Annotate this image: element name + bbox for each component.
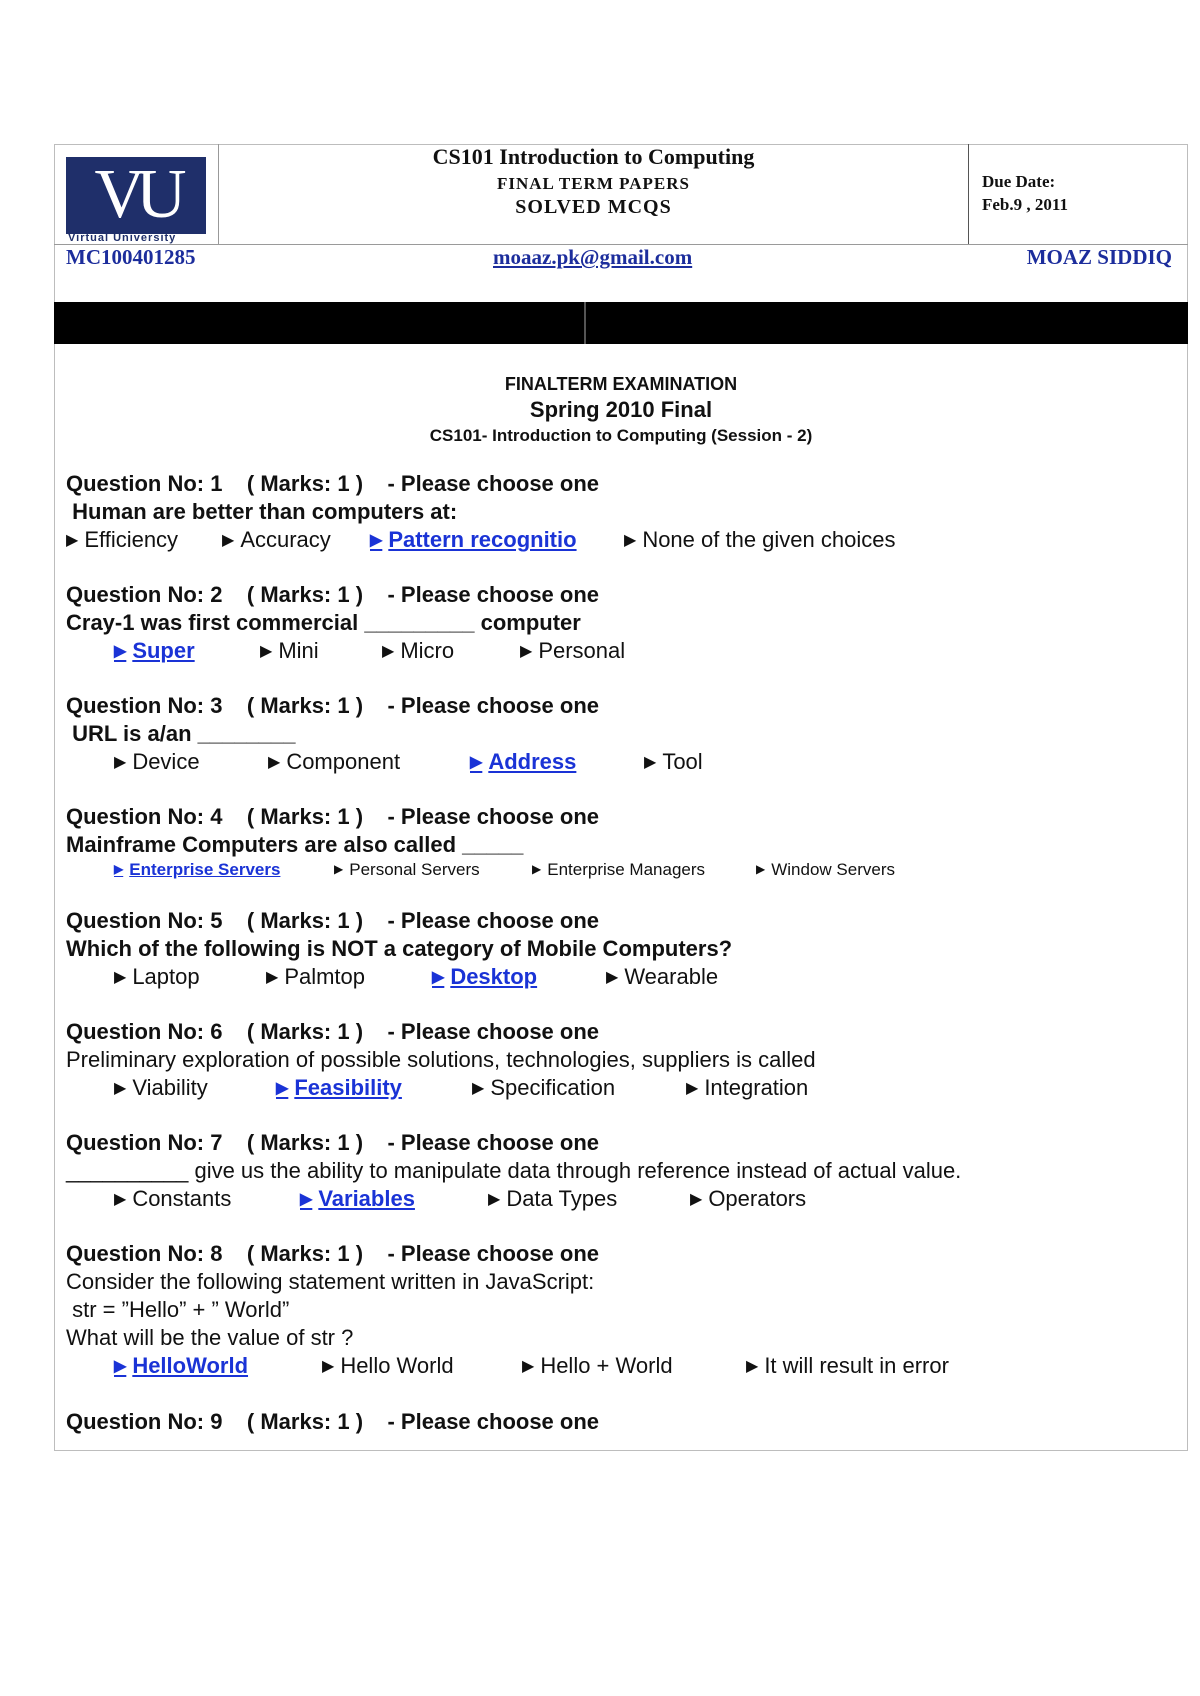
option-label: None of the given choices [642,527,896,552]
answer-option[interactable] [624,527,895,553]
correct-option[interactable] [432,964,537,990]
bullet-arrow-icon: ▶ [114,862,124,876]
question-text: __________ give us the ability to manipulate data through reference instead of actual value. [66,1158,962,1183]
question-text: Consider the following statement written in JavaScript: [66,1269,595,1294]
option-label: Window Servers [771,860,895,879]
correct-option[interactable] [276,1075,402,1101]
answer-option[interactable] [114,964,200,990]
question-2 [66,582,1176,666]
exam-heading: FINALTERM EXAMINATION [504,374,738,394]
bullet-arrow-icon: ▶ [260,643,273,660]
bullet-arrow-icon: ▶ [114,754,127,771]
question-8 [66,1241,1176,1381]
option-label: Palmtop [284,964,366,989]
bullet-arrow-icon: ▶ [276,1080,289,1097]
option-label: Specification [490,1075,616,1100]
correct-option[interactable] [114,638,195,664]
answer-option[interactable] [322,1353,454,1379]
bullet-arrow-icon: ▶ [432,969,445,986]
option-label: Tool [662,749,703,774]
bullet-arrow-icon: ▶ [114,1358,127,1375]
option-label: Efficiency [84,527,179,552]
course-title: CS101 Introduction to Computing [432,144,755,169]
bullet-arrow-icon: ▶ [624,532,637,549]
solved-label: SOLVED MCQS [515,196,672,218]
answer-option[interactable] [686,1075,808,1101]
option-label: Micro [400,638,455,663]
option-row [66,1186,1176,1214]
answer-option[interactable] [690,1186,806,1212]
due-label: Due Date: [982,172,1056,191]
title-cell [219,144,969,244]
option-label: Desktop [450,964,538,989]
bullet-arrow-icon: ▶ [382,643,395,660]
question-5 [66,908,1176,992]
question-text: Human are better than computers at: [66,499,458,524]
question-1 [66,471,1176,555]
option-label: Hello World [340,1353,454,1378]
black-bar [54,302,1188,344]
bullet-arrow-icon: ▶ [322,1358,335,1375]
answer-option[interactable] [266,964,365,990]
question-text: Preliminary exploration of possible solutions, technologies, suppliers is called [66,1047,816,1072]
question-header: Question No: 8 ( Marks: 1 ) - Please choose one [66,1241,600,1266]
bullet-arrow-icon: ▶ [266,969,279,986]
option-row [66,1075,1176,1103]
option-row [66,527,1176,555]
answer-option[interactable] [472,1075,615,1101]
paper-type: FINAL TERM PAPERS [496,174,690,193]
answer-option[interactable] [520,638,625,664]
option-label: Pattern recognitio [388,527,577,552]
bullet-arrow-icon: ▶ [470,754,483,771]
option-row [66,860,1176,884]
answer-option[interactable] [606,964,718,990]
bullet-arrow-icon: ▶ [746,1358,759,1375]
answer-option[interactable] [268,749,400,775]
bullet-arrow-icon: ▶ [756,862,766,876]
option-label: Enterprise Managers [547,860,706,879]
option-label: Laptop [132,964,200,989]
question-6 [66,1019,1176,1103]
bullet-arrow-icon: ▶ [114,643,127,660]
answer-option[interactable] [114,1186,231,1212]
option-label: HelloWorld [132,1353,249,1378]
answer-option[interactable] [644,749,703,775]
answer-option[interactable] [334,860,480,880]
logo-subtitle: Virtual University [68,232,177,244]
option-label: Personal [538,638,626,663]
question-header: Question No: 3 ( Marks: 1 ) - Please choose one [66,693,600,718]
bullet-arrow-icon: ▶ [114,969,127,986]
correct-option[interactable] [370,527,577,553]
bullet-arrow-icon: ▶ [644,754,657,771]
author-name: MOAZ SIDDIQ [1026,245,1172,269]
option-label: It will result in error [764,1353,949,1378]
exam-course: CS101- Introduction to Computing (Session - 2) [429,426,813,445]
student-id: MC100401285 [66,245,196,269]
answer-option[interactable] [114,1075,208,1101]
email-link[interactable]: moaaz.pk@gmail.com [493,245,693,269]
question-header: Question No: 4 ( Marks: 1 ) - Please choose one [66,804,600,829]
logo-text: VU [94,156,178,233]
bullet-arrow-icon: ▶ [606,969,619,986]
option-label: Device [132,749,200,774]
correct-option[interactable] [300,1186,415,1212]
option-row [66,964,1176,992]
option-row [66,749,1176,777]
option-label: Accuracy [240,527,331,552]
answer-option[interactable] [532,860,705,880]
answer-option[interactable] [756,860,895,880]
answer-option[interactable] [382,638,454,664]
answer-option[interactable] [114,749,200,775]
answer-option[interactable] [222,527,331,553]
answer-option[interactable] [746,1353,949,1379]
option-label: Mini [278,638,319,663]
question-text: Mainframe Computers are also called _____ [66,832,524,857]
bar-divider [584,302,586,344]
question-text: What will be the value of str ? [66,1325,354,1350]
option-label: Super [132,638,195,663]
bullet-arrow-icon: ▶ [114,1080,127,1097]
option-row [66,638,1176,666]
bullet-arrow-icon: ▶ [66,532,79,549]
bullet-arrow-icon: ▶ [690,1191,703,1208]
question-text: Cray-1 was first commercial _________ computer [66,610,581,635]
bullet-arrow-icon: ▶ [268,754,281,771]
answer-option[interactable] [260,638,319,664]
option-label: Personal Servers [349,860,480,879]
bullet-arrow-icon: ▶ [222,532,235,549]
question-header: Question No: 2 ( Marks: 1 ) - Please choose one [66,582,600,607]
question-text: Which of the following is NOT a category of Mobile Computers? [66,936,733,961]
question-3 [66,693,1176,777]
question-7 [66,1130,1176,1214]
bullet-arrow-icon: ▶ [300,1191,313,1208]
option-label: Operators [708,1186,807,1211]
question-4 [66,804,1176,884]
option-row [66,1353,1176,1381]
question-header: Question No: 9 ( Marks: 1 ) - Please choose one [66,1409,600,1434]
due-date-cell [982,170,1068,216]
question-header: Question No: 7 ( Marks: 1 ) - Please choose one [66,1130,600,1155]
option-label: Data Types [506,1186,618,1211]
option-label: Enterprise Servers [129,860,281,879]
answer-option[interactable] [522,1353,673,1379]
question-header: Question No: 1 ( Marks: 1 ) - Please choose one [66,471,600,496]
option-label: Variables [318,1186,415,1211]
vu-logo [66,157,206,234]
option-label: Hello + World [540,1353,673,1378]
option-label: Address [488,749,577,774]
option-label: Viability [132,1075,208,1100]
bullet-arrow-icon: ▶ [488,1191,501,1208]
option-label: Integration [704,1075,809,1100]
exam-term: Spring 2010 Final [529,397,713,422]
bullet-arrow-icon: ▶ [472,1080,485,1097]
bullet-arrow-icon: ▶ [520,643,533,660]
option-label: Constants [132,1186,232,1211]
logo-cell [54,144,219,244]
bullet-arrow-icon: ▶ [532,862,542,876]
bullet-arrow-icon: ▶ [522,1358,535,1375]
question-header: Question No: 6 ( Marks: 1 ) - Please choose one [66,1019,600,1044]
option-label: Feasibility [294,1075,402,1100]
question-text: str = ”Hello” + ” World” [66,1297,290,1322]
option-label: Component [286,749,401,774]
question-text: URL is a/an ________ [66,721,296,746]
question-9 [66,1409,1176,1437]
correct-option[interactable] [470,749,576,775]
bullet-arrow-icon: ▶ [334,862,344,876]
bullet-arrow-icon: ▶ [370,532,383,549]
option-label: Wearable [624,964,719,989]
correct-option[interactable] [114,1353,248,1379]
question-header: Question No: 5 ( Marks: 1 ) - Please choose one [66,908,600,933]
due-date: Feb.9 , 2011 [982,195,1068,214]
correct-option[interactable] [114,860,280,880]
bullet-arrow-icon: ▶ [686,1080,699,1097]
bullet-arrow-icon: ▶ [114,1191,127,1208]
answer-option[interactable] [66,527,178,553]
answer-option[interactable] [488,1186,617,1212]
